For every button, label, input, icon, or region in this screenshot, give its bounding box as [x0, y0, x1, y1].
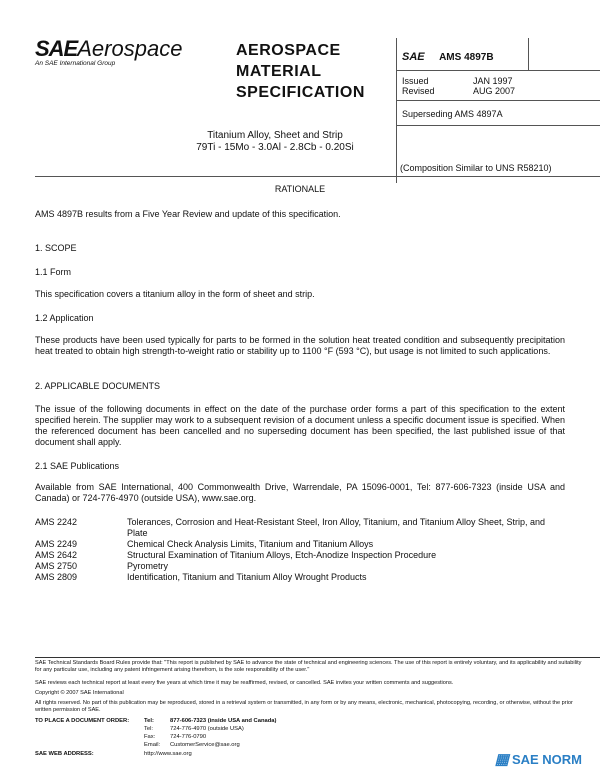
revised-value: AUG 2007: [473, 86, 516, 96]
fax-label: Fax:: [144, 734, 156, 740]
doc-logo: SAE: [402, 51, 425, 63]
section-form-heading: 1.1 Form: [35, 267, 72, 277]
section-applicable-heading: 2. APPLICABLE DOCUMENTS: [35, 381, 161, 391]
tel2-value: 724-776-4970 (outside USA): [170, 726, 244, 732]
reference-code: AMS 2750: [35, 561, 78, 571]
title-line-2: MATERIAL: [236, 63, 322, 80]
sae-norm-watermark: [495, 750, 582, 768]
watermark-logo-icon: ▦: [494, 751, 508, 768]
rationale-text: AMS 4897B results from a Five Year Review and update of this specification.: [35, 209, 341, 219]
tel2-label: Tel:: [144, 726, 154, 732]
reference-title: Tolerances, Corrosion and Heat-Resistant Steel, Iron Alloy, Titanium, and Titanium Alloy Sheet, Strip, and Plate: [127, 517, 546, 538]
subject: [150, 130, 400, 154]
divider: [396, 70, 600, 71]
superseding: Superseding AMS 4897A: [402, 109, 503, 119]
reference-title: Structural Examination of Titanium Alloys, Etch-Anodize Inspection Procedure: [127, 550, 437, 560]
reference-code: AMS 2642: [35, 550, 78, 560]
reference-code: AMS 2242: [35, 517, 78, 527]
applicable-text: The issue of the following documents in effect on the date of the purchase order forms a part of this specification to the extent specified herein. The supplier may work to a subsequent revision of a document unless a specific document issue is specified. When the referenced document has been cancelled and no superseding document has been specified, the last published issue of that document shall apply.: [35, 404, 565, 447]
tel-label: Tel:: [144, 718, 154, 724]
doc-number: AMS 4897B: [439, 52, 494, 63]
web-label: SAE WEB ADDRESS:: [35, 751, 94, 757]
revised-label: Revised: [402, 86, 435, 96]
sae-aerospace-logo: [35, 36, 215, 67]
email-label: Email:: [144, 742, 161, 748]
issued-value: JAN 1997: [473, 76, 513, 86]
divider: [396, 125, 600, 126]
web-value[interactable]: http://www.sae.org: [144, 751, 192, 757]
fax-value: 724-776-0790: [170, 734, 207, 740]
issued-label: Issued: [402, 76, 429, 86]
composition-note: (Composition Similar to UNS R58210): [400, 163, 552, 173]
footer-rights-text: All rights reserved. No part of this publication may be reproduced, stored in a retrieval system or transmitted, in any form or by any means, electronic, mechanical, photocopying, recording, or otherwise, without the prior written permission of SAE.: [35, 700, 573, 714]
watermark-text: SAE NORM: [511, 751, 582, 767]
subject-line-2: 79Ti - 15Mo - 3.0Al - 2.8Cb - 0.20Si: [196, 142, 354, 153]
spec-title: [236, 40, 365, 103]
divider: [396, 100, 600, 101]
sae-publications-text: Available from SAE International, 400 Commonwealth Drive, Warrendale, PA 15096-0001, Tel: 877-606-7323 (inside USA and Canada) or 724-776-4970 (outside USA), www.sae.org.: [35, 482, 565, 503]
title-line-3: SPECIFICATION: [236, 84, 365, 101]
rationale-heading: RATIONALE: [274, 184, 326, 194]
application-text: These products have been used typically for parts to be formed in the solution heat treated condition and subsequently precipitation heat treated to obtain high strength-to-weight ratio or stability up to 1100 °F (593 °C), but usage is not limited to such applications.: [35, 335, 565, 356]
email-value[interactable]: CustomerService@sae.org: [170, 742, 240, 748]
footer-review-text: SAE reviews each technical report at least every five years at which time it may be reaffirmed, revised, or cancelled. SAE invites your written comments and suggestions.: [35, 680, 454, 686]
reference-code: AMS 2249: [35, 539, 78, 549]
reference-title: Chemical Check Analysis Limits, Titanium and Titanium Alloys: [127, 539, 374, 549]
section-scope-heading: 1. SCOPE: [35, 243, 77, 253]
divider: [528, 38, 529, 70]
logo-name: Aerospace: [77, 36, 183, 61]
footer-copyright: Copyright © 2007 SAE International: [35, 690, 124, 696]
reference-title: Identification, Titanium and Titanium Alloy Wrought Products: [127, 572, 367, 582]
logo-brand: SAE: [35, 36, 78, 61]
form-text: This specification covers a titanium alloy in the form of sheet and strip.: [35, 289, 315, 299]
logo-tagline: An SAE International Group: [35, 60, 116, 67]
footer-rules-text: SAE Technical Standards Board Rules provide that: "This report is published by SAE to advance the state of technical and engineering sciences. The use of this report is entirely voluntary, and its applicability and suitability for any particular use, including any patent infringement arising therefrom, is the sole responsibility of the user.": [35, 660, 582, 674]
reference-code: AMS 2809: [35, 572, 78, 582]
reference-title: Pyrometry: [127, 561, 169, 571]
order-label: TO PLACE A DOCUMENT ORDER:: [35, 718, 130, 724]
subject-line-1: Titanium Alloy, Sheet and Strip: [207, 130, 343, 141]
divider: [35, 176, 600, 177]
section-sae-publications-heading: 2.1 SAE Publications: [35, 461, 120, 471]
tel-value: 877-606-7323 (inside USA and Canada): [170, 718, 277, 724]
section-application-heading: 1.2 Application: [35, 313, 94, 323]
title-line-1: AEROSPACE: [236, 42, 341, 59]
doc-number-row: [402, 47, 494, 65]
divider: [35, 657, 600, 658]
